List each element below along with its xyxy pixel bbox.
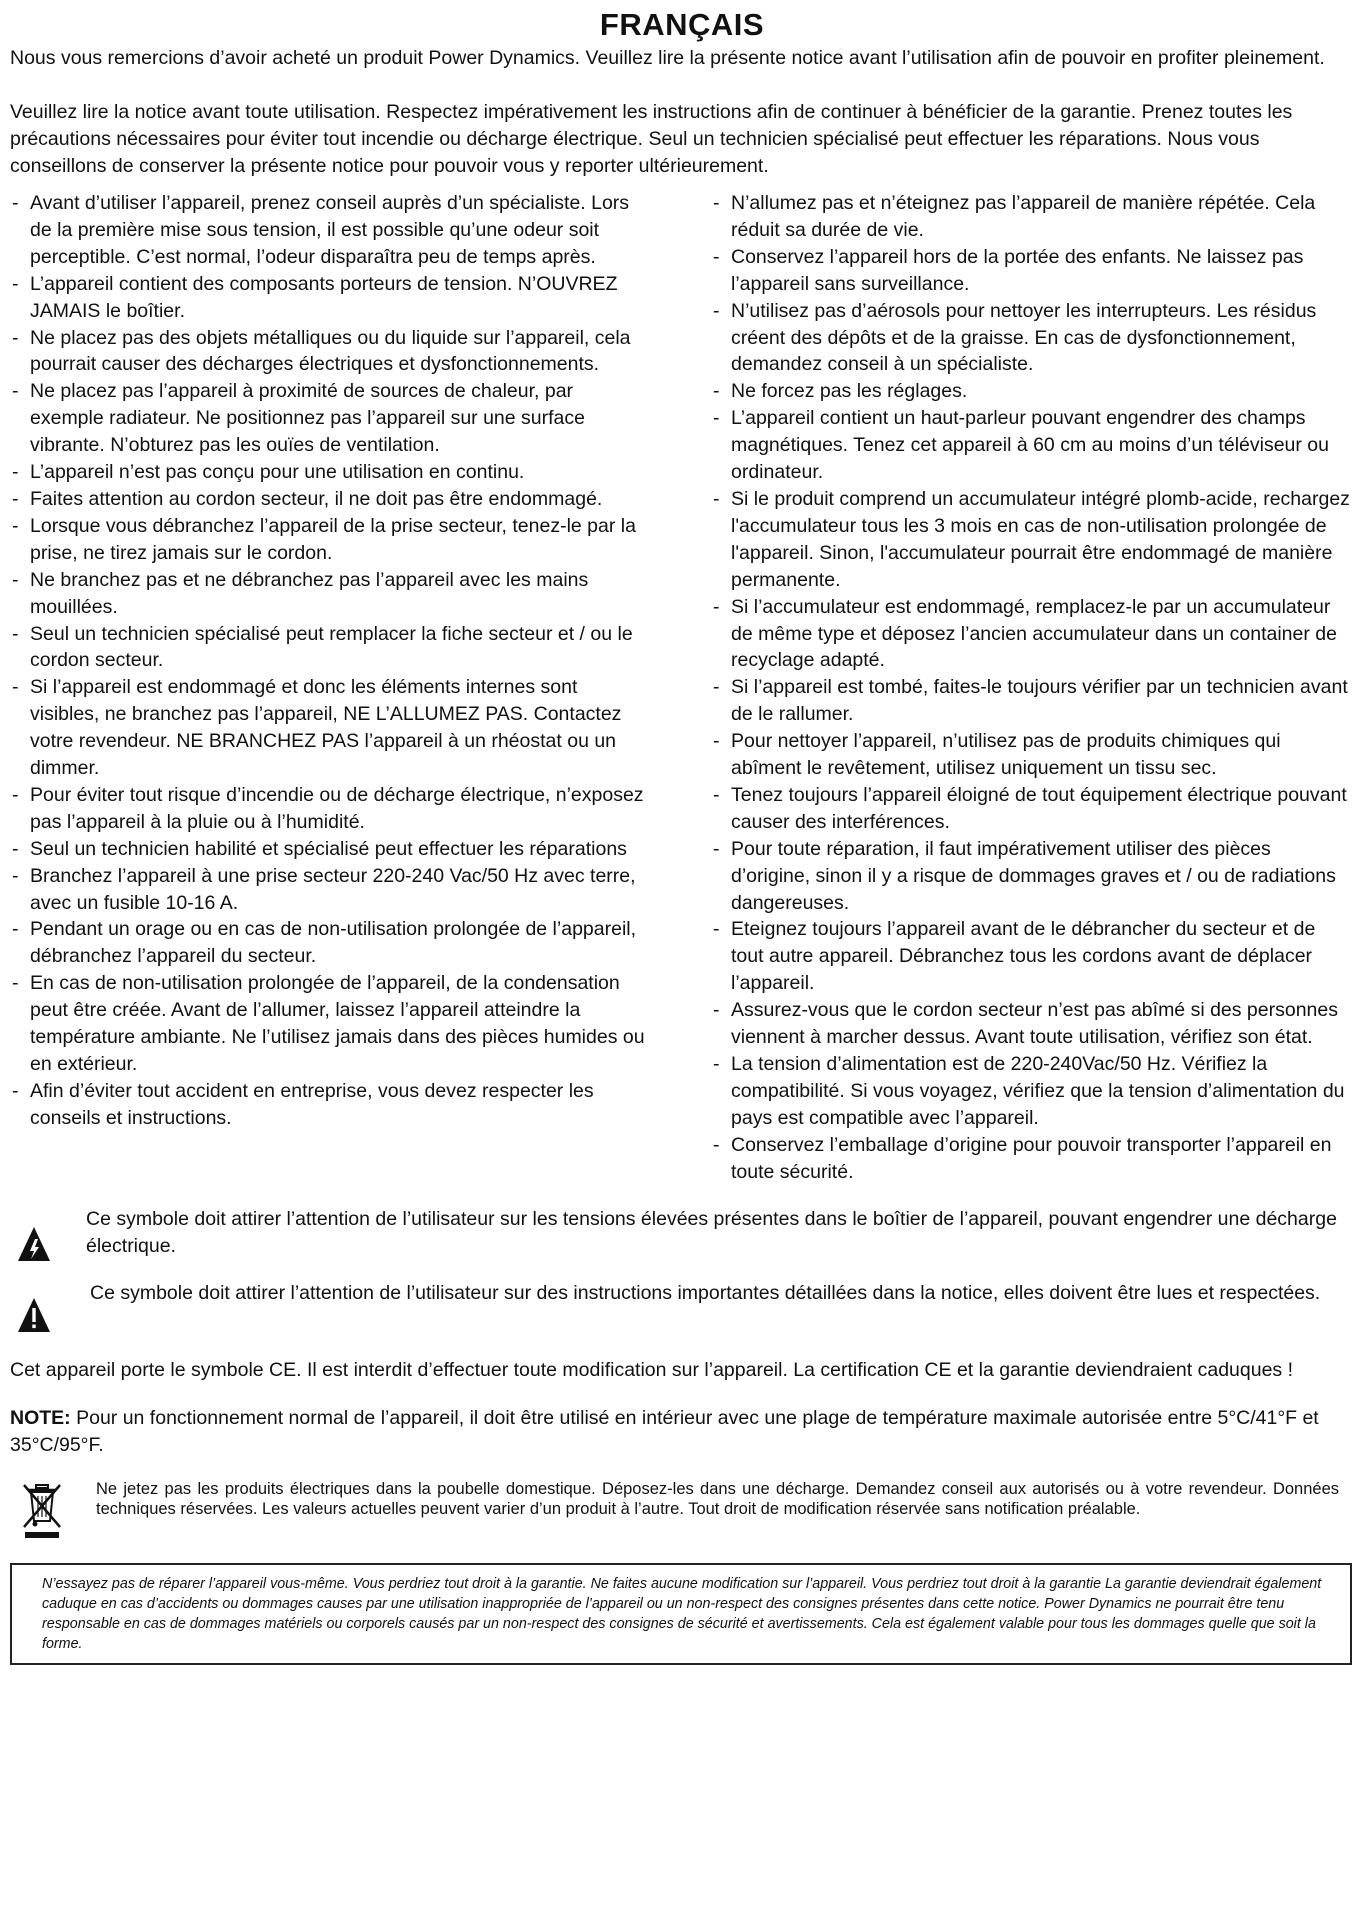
left-column-list (10, 190, 650, 1186)
list-item: - Seul un technicien spécialisé peut remplacer la fiche secteur et / ou le cordon secteur. (10, 621, 650, 675)
list-item: - N’allumez pas et n’éteignez pas l’appareil de manière répétée. Cela réduit sa durée de vie. (711, 190, 1351, 244)
list-item: - Ne forcez pas les réglages. (711, 378, 1351, 405)
list-item: - Lorsque vous débranchez l’appareil de la prise secteur, tenez-le par la prise, ne tirez jamais sur le cordon. (10, 513, 650, 567)
weee-section (10, 1479, 1354, 1541)
list-item: - Conservez l’emballage d’origine pour pouvoir transporter l’appareil en toute sécurité. (711, 1132, 1351, 1186)
intro-paragraph-1: Nous vous remercions d’avoir acheté un produit Power Dynamics. Veuillez lire la présente notice avant l’utilisation afin de pouvoir en profiter pleinement. (10, 47, 1325, 69)
note-text: Pour un fonctionnement normal de l’appareil, il doit être utilisé en intérieur avec une plage de température maximale autorisée entre 5°C/41°F et 35°C/95°F. (10, 1406, 1319, 1456)
list-item: - Si l’appareil est endommagé et donc les éléments internes sont visibles, ne branchez pas l’appareil, NE L’ALLUMEZ PAS. Contactez votre revendeur. NE BRANCHEZ PAS l’appareil à un rhéostat ou un dimmer. (10, 674, 650, 782)
list-item: - Seul un technicien habilité et spécialisé peut effectuer les réparations (10, 836, 650, 863)
document-page (10, 8, 1354, 1665)
list-item: - L’appareil contient des composants porteurs de tension. N’OUVREZ JAMAIS le boîtier. (10, 271, 650, 325)
ce-paragraph: Cet appareil porte le symbole CE. Il est interdit d’effectuer toute modification sur l’appareil. La certification CE et la garantie deviendraient caduques ! (10, 1358, 1294, 1381)
exclamation-warning-icon (16, 1296, 52, 1336)
safety-instructions (10, 190, 1354, 1186)
list-item: - Tenez toujours l’appareil éloigné de tout équipement électrique pouvant causer des interférences. (711, 782, 1351, 836)
caution-symbol-text: Ce symbole doit attirer l’attention de l’utilisateur sur des instructions importantes détaillées dans la notice, elles doivent être lues et respectées. (90, 1281, 1321, 1304)
list-item: - Si l’appareil est tombé, faites-le toujours vérifier par un technicien avant de le rallumer. (711, 674, 1351, 728)
list-item: - Pour nettoyer l’appareil, n’utilisez pas de produits chimiques qui abîment le revêtement, utilisez uniquement un tissu sec. (711, 728, 1351, 782)
page-title: FRANÇAIS (599, 7, 765, 42)
list-item: - N’utilisez pas d’aérosols pour nettoyer les interrupteurs. Les résidus créent des dépôts et de la graisse. En cas de dysfonctionnement, demandez conseil à un spécialiste. (711, 298, 1351, 379)
list-item: - Si le produit comprend un accumulateur intégré plomb-acide, rechargez l'accumulateur tous les 3 mois en cas de non-utilisation prolongée de l'appareil. Sinon, l'accumulateur pourrait être endommagé de manière permanente. (711, 486, 1351, 594)
list-item: - Conservez l’appareil hors de la portée des enfants. Ne laissez pas l’appareil sans surveillance. (711, 244, 1351, 298)
high-voltage-symbol-row (10, 1206, 1354, 1265)
list-item: - La tension d’alimentation est de 220-240Vac/50 Hz. Vérifiez la compatibilité. Si vous voyagez, vérifiez que la tension d’alimentation du pays est compatible avec l’appareil. (711, 1051, 1351, 1132)
list-item: - Faites attention au cordon secteur, il ne doit pas être endommagé. (10, 486, 650, 513)
warranty-disclaimer-box: N’essayez pas de réparer l’appareil vous-même. Vous perdriez tout droit à la garantie. Ne faites aucune modification sur l’appareil. Vous perdriez tout droit à la garantie La garantie deviendrait également caduque en cas d’accidents ou dommages causes par une utilisation inappropriée de l’appareil ou un non-respect des consignes présentes dans cette notice. Power Dynamics ne pourrait être tenu responsable en cas de dommages matériels ou corporels causés par un non-respect des consignes de sécurité et avertissements. Cela est également valable pour tous les dommages quelle que soit la forme. (10, 1563, 1352, 1665)
list-item: - Assurez-vous que le cordon secteur n’est pas abîmé si des personnes viennent à marcher dessus. Avant toute utilisation, vérifiez son état. (711, 997, 1351, 1051)
list-item: - En cas de non-utilisation prolongée de l’appareil, de la condensation peut être créée. Avant de l’allumer, laissez l’appareil atteindre la température ambiante. Ne l’utilisez jamais dans des pièces humides ou en extérieur. (10, 970, 650, 1078)
list-item: - L’appareil n’est pas conçu pour une utilisation en continu. (10, 459, 650, 486)
list-item: - Avant d’utiliser l’appareil, prenez conseil auprès d’un spécialiste. Lors de la première mise sous tension, il est possible qu’une odeur soit perceptible. C’est normal, l’odeur disparaîtra peu de temps après. (10, 190, 650, 271)
right-column-list (711, 190, 1351, 1186)
crossed-bin-icon (22, 1483, 62, 1541)
list-item: - Si l’accumulateur est endommagé, remplacez-le par un accumulateur de même type et déposez l’ancien accumulateur dans un container de recyclage adapté. (711, 594, 1351, 675)
list-item: - Ne placez pas l’appareil à proximité de sources de chaleur, par exemple radiateur. Ne positionnez pas l’appareil sur une surface vibrante. N’obturez pas les ouïes de ventilation. (10, 378, 650, 459)
list-item: - Branchez l’appareil à une prise secteur 220-240 Vac/50 Hz avec terre, avec un fusible 10-16 A. (10, 863, 650, 917)
list-item: - Pour toute réparation, il faut impérativement utiliser des pièces d’origine, sinon il y a risque de dommages graves et / ou de radiations dangereuses. (711, 836, 1351, 917)
list-item: - Ne branchez pas et ne débranchez pas l’appareil avec les mains mouillées. (10, 567, 650, 621)
list-item: - Afin d’éviter tout accident en entreprise, vous devez respecter les conseils et instructions. (10, 1078, 650, 1132)
high-voltage-warning-icon (16, 1225, 52, 1265)
list-item: - Pour éviter tout risque d’incendie ou de décharge électrique, n’exposez pas l’appareil à la pluie ou à l’humidité. (10, 782, 650, 836)
intro-paragraph-2: Veuillez lire la notice avant toute utilisation. Respectez impérativement les instructions afin de continuer à bénéficier de la garantie. Prenez toutes les précautions nécessaires pour éviter tout incendie ou décharge électrique. Seul un technicien spécialisé peut effectuer les réparations. Nous vous conseillons de conserver la présente notice pour pouvoir vous y reporter ultérieurement. (10, 101, 1293, 177)
note-label: NOTE: (10, 1406, 71, 1429)
list-item: - L’appareil contient un haut-parleur pouvant engendrer des champs magnétiques. Tenez cet appareil à 60 cm au moins d’un téléviseur ou ordinateur. (711, 405, 1351, 486)
list-item: - Ne placez pas des objets métalliques ou du liquide sur l’appareil, cela pourrait causer des décharges électriques et dysfonctionnements. (10, 325, 650, 379)
note-paragraph (10, 1405, 1354, 1459)
caution-symbol-row (10, 1280, 1354, 1336)
list-item: - Eteignez toujours l’appareil avant de le débrancher du secteur et de tout autre appareil. Débranchez tous les cordons avant de déplacer l’appareil. (711, 916, 1351, 997)
high-voltage-symbol-text: Ce symbole doit attirer l’attention de l’utilisateur sur les tensions élevées présentes dans le boîtier de l’appareil, pouvant engendrer une décharge électrique. (86, 1207, 1337, 1257)
list-item: - Pendant un orage ou en cas de non-utilisation prolongée de l’appareil, débranchez l’appareil du secteur. (10, 916, 650, 970)
weee-text: Ne jetez pas les produits électriques dans la poubelle domestique. Déposez-les dans une décharge. Demandez conseil aux autorisés ou à votre revendeur. Données techniques réservées. Les valeurs actuelles peuvent varier d’un produit à l’autre. Tout droit de modification réservée sans notification préalable. (96, 1479, 1339, 1519)
